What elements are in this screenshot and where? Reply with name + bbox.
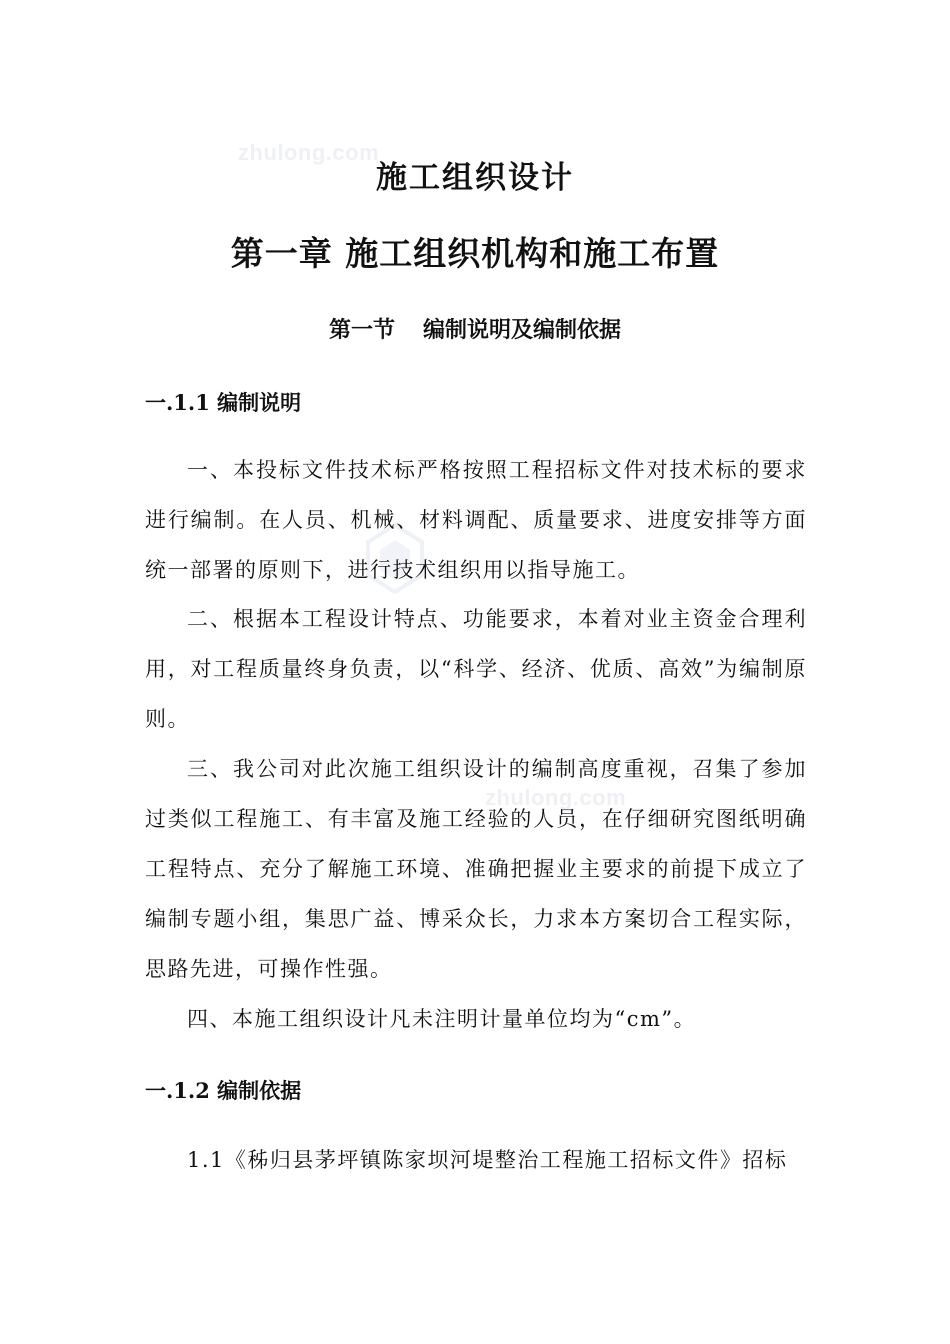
watermark-text: zhulong.com	[238, 140, 380, 165]
subsection-heading: 一.1.1 编制说明	[145, 390, 302, 415]
chapter-title: 第一章 施工组织机构和施工布置	[230, 234, 720, 273]
section-title	[0, 313, 950, 344]
section-name: 编制说明及编制依据	[423, 317, 622, 343]
watermark-text: zhulong.com	[485, 785, 627, 810]
paragraph: 四、本施工组织设计凡未注明计量单位均为“cm”。	[187, 1007, 697, 1031]
section-number: 第一节	[328, 317, 395, 343]
paragraph: 二、根据本工程设计特点、功能要求，本着对业主资金合理利用，对工程质量终身负责，以“科学、经济、优质、高效”为编制原则。	[145, 607, 807, 731]
document-title: 施工组织设计	[376, 160, 574, 196]
subsection-heading: 一.1.2 编制依据	[145, 1078, 302, 1103]
paragraph: 三、我公司对此次施工组织设计的编制高度重视，召集了参加过类似工程施工、有丰富及施工经验的人员，在仔细研究图纸明确工程特点、充分了解施工环境、准确把握业主要求的前提下成立了编制专题小组，集思广益、博采众长，力求本方案切合工程实际，思路先进，可操作性强。	[145, 757, 807, 981]
paragraph: 一、本投标文件技术标严格按照工程招标文件对技术标的要求进行编制。在人员、机械、材料调配、质量要求、进度安排等方面统一部署的原则下，进行技术组织用以指导施工。	[145, 458, 807, 582]
paragraph: 1.1《秭归县茅坪镇陈家坝河堤整治工程施工招标文件》招标	[187, 1148, 788, 1172]
